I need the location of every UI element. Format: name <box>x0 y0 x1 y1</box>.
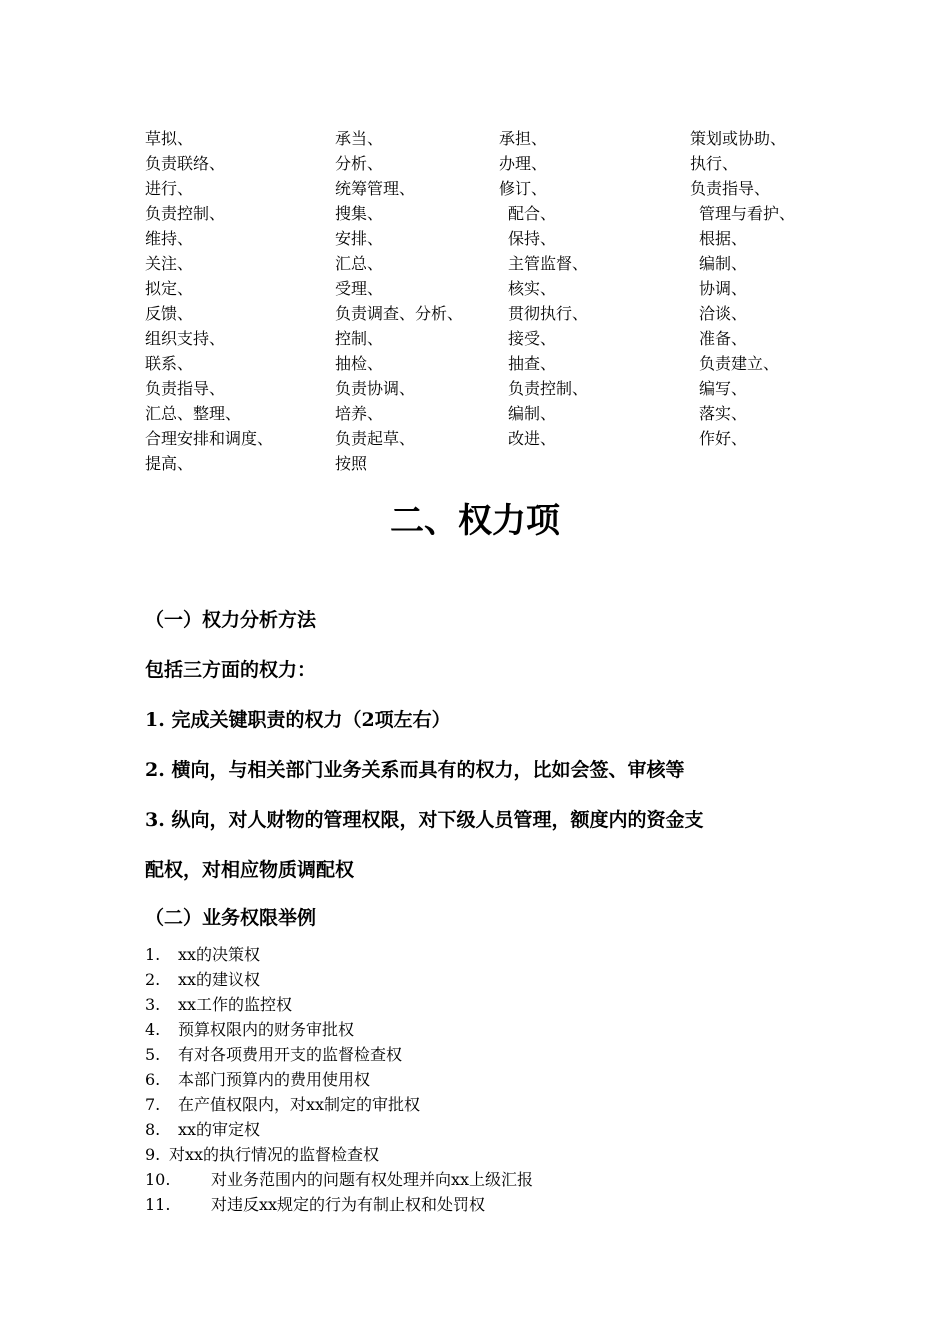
verb-cell: 编写、 <box>699 379 748 398</box>
verb-row <box>145 226 825 251</box>
verb-cell: 根据、 <box>699 229 748 248</box>
list-text: xx的审定权 <box>178 1120 261 1139</box>
point-1: 1. 完成关键职责的权力（2项左右） <box>145 709 451 731</box>
list-item <box>145 967 533 992</box>
verb-cell: 负责控制、 <box>508 379 589 398</box>
subsection-heading-examples: （二）业务权限举例 <box>145 907 317 929</box>
verb-cell: 抽检、 <box>335 354 384 373</box>
list-number: 7. <box>145 1095 161 1114</box>
list-text: 对违反xx规定的行为有制止权和处罚权 <box>211 1195 486 1214</box>
verb-cell: 协调、 <box>699 279 748 298</box>
list-number: 1. <box>145 945 161 964</box>
verb-cell: 管理与看护、 <box>699 204 796 223</box>
verb-cell: 承担、 <box>499 129 548 148</box>
list-text: 预算权限内的财务审批权 <box>178 1020 355 1039</box>
verb-cell: 分析、 <box>335 154 384 173</box>
verb-cell: 贯彻执行、 <box>508 304 589 323</box>
list-number: 11. <box>145 1195 171 1214</box>
list-number: 8. <box>145 1120 161 1139</box>
verb-cell: 负责联络、 <box>145 154 226 173</box>
list-text: 对xx的执行情况的监督检查权 <box>169 1145 380 1164</box>
verb-cell: 关注、 <box>145 254 194 273</box>
list-text: xx的建议权 <box>178 970 261 989</box>
point-2: 2. 横向，与相关部门业务关系而具有的权力，比如会签、审核等 <box>145 759 685 781</box>
list-number: 10. <box>145 1170 171 1189</box>
verb-cell: 改进、 <box>508 429 557 448</box>
verb-cell: 按照 <box>335 454 368 473</box>
verb-cell: 策划或协助、 <box>690 129 787 148</box>
subsection-heading-analysis: （一）权力分析方法 <box>145 609 317 631</box>
verb-cell: 合理安排和调度、 <box>145 429 274 448</box>
verb-cell: 配合、 <box>508 204 557 223</box>
verb-row <box>145 426 825 451</box>
verb-cell: 负责调查、分析、 <box>335 304 464 323</box>
verb-cell: 负责协调、 <box>335 379 416 398</box>
verb-cell: 汇总、整理、 <box>145 404 242 423</box>
verb-row <box>145 201 825 226</box>
verb-row <box>145 126 825 151</box>
verb-cell: 统筹管理、 <box>335 179 416 198</box>
list-item <box>145 992 533 1017</box>
list-number: 3. <box>145 995 161 1014</box>
verb-row <box>145 176 825 201</box>
verb-cell: 安排、 <box>335 229 384 248</box>
verb-cell: 承当、 <box>335 129 384 148</box>
list-item <box>145 1117 533 1142</box>
verb-cell: 抽查、 <box>508 354 557 373</box>
verb-row <box>145 276 825 301</box>
verb-cell: 洽谈、 <box>699 304 748 323</box>
verb-cell: 保持、 <box>508 229 557 248</box>
verb-cell: 修订、 <box>499 179 548 198</box>
list-number: 5. <box>145 1045 161 1064</box>
list-text: 在产值权限内，对xx制定的审批权 <box>178 1095 421 1114</box>
point-3-continued: 配权，对相应物质调配权 <box>145 859 355 881</box>
list-item <box>145 1067 533 1092</box>
verb-cell: 培养、 <box>335 404 384 423</box>
verb-row <box>145 326 825 351</box>
list-text: 本部门预算内的费用使用权 <box>178 1070 371 1089</box>
list-text: 对业务范围内的问题有权处理并向xx上级汇报 <box>211 1170 534 1189</box>
list-item <box>145 942 533 967</box>
list-number: 2. <box>145 970 161 989</box>
verb-row <box>145 251 825 276</box>
verb-cell: 负责指导、 <box>145 379 226 398</box>
verb-grid <box>145 126 825 476</box>
verb-row <box>145 301 825 326</box>
intro-line: 包括三方面的权力： <box>145 659 317 681</box>
list-item <box>145 1192 533 1217</box>
section-title: 二、权力项 <box>390 501 560 541</box>
verb-cell: 草拟、 <box>145 129 194 148</box>
list-item <box>145 1092 533 1117</box>
list-item <box>145 1167 533 1192</box>
verb-cell: 负责指导、 <box>690 179 771 198</box>
list-number: 6. <box>145 1070 161 1089</box>
verb-cell: 受理、 <box>335 279 384 298</box>
verb-cell: 负责建立、 <box>699 354 780 373</box>
verb-row <box>145 351 825 376</box>
verb-cell: 联系、 <box>145 354 194 373</box>
verb-row <box>145 401 825 426</box>
examples-list <box>145 942 533 1217</box>
verb-cell: 负责控制、 <box>145 204 226 223</box>
verb-cell: 核实、 <box>508 279 557 298</box>
verb-cell: 汇总、 <box>335 254 384 273</box>
verb-cell: 搜集、 <box>335 204 384 223</box>
verb-row <box>145 451 825 476</box>
list-number: 4. <box>145 1020 161 1039</box>
list-text: 有对各项费用开支的监督检查权 <box>178 1045 403 1064</box>
list-item <box>145 1042 533 1067</box>
verb-cell: 主管监督、 <box>508 254 589 273</box>
verb-cell: 编制、 <box>508 404 557 423</box>
list-item <box>145 1017 533 1042</box>
point-3: 3. 纵向，对人财物的管理权限，对下级人员管理，额度内的资金支 <box>145 809 704 831</box>
verb-cell: 组织支持、 <box>145 329 226 348</box>
verb-cell: 控制、 <box>335 329 384 348</box>
verb-cell: 落实、 <box>699 404 748 423</box>
verb-cell: 进行、 <box>145 179 194 198</box>
verb-cell: 办理、 <box>499 154 548 173</box>
list-item <box>145 1142 533 1167</box>
list-number: 9. <box>145 1145 161 1164</box>
verb-cell: 拟定、 <box>145 279 194 298</box>
verb-cell: 准备、 <box>699 329 748 348</box>
verb-cell: 反馈、 <box>145 304 194 323</box>
verb-cell: 接受、 <box>508 329 557 348</box>
list-text: xx的决策权 <box>178 945 261 964</box>
verb-cell: 提高、 <box>145 454 194 473</box>
verb-cell: 维持、 <box>145 229 194 248</box>
verb-row <box>145 151 825 176</box>
verb-row <box>145 376 825 401</box>
verb-cell: 执行、 <box>690 154 739 173</box>
verb-cell: 编制、 <box>699 254 748 273</box>
list-text: xx工作的监控权 <box>178 995 293 1014</box>
verb-cell: 负责起草、 <box>335 429 416 448</box>
verb-cell: 作好、 <box>699 429 748 448</box>
